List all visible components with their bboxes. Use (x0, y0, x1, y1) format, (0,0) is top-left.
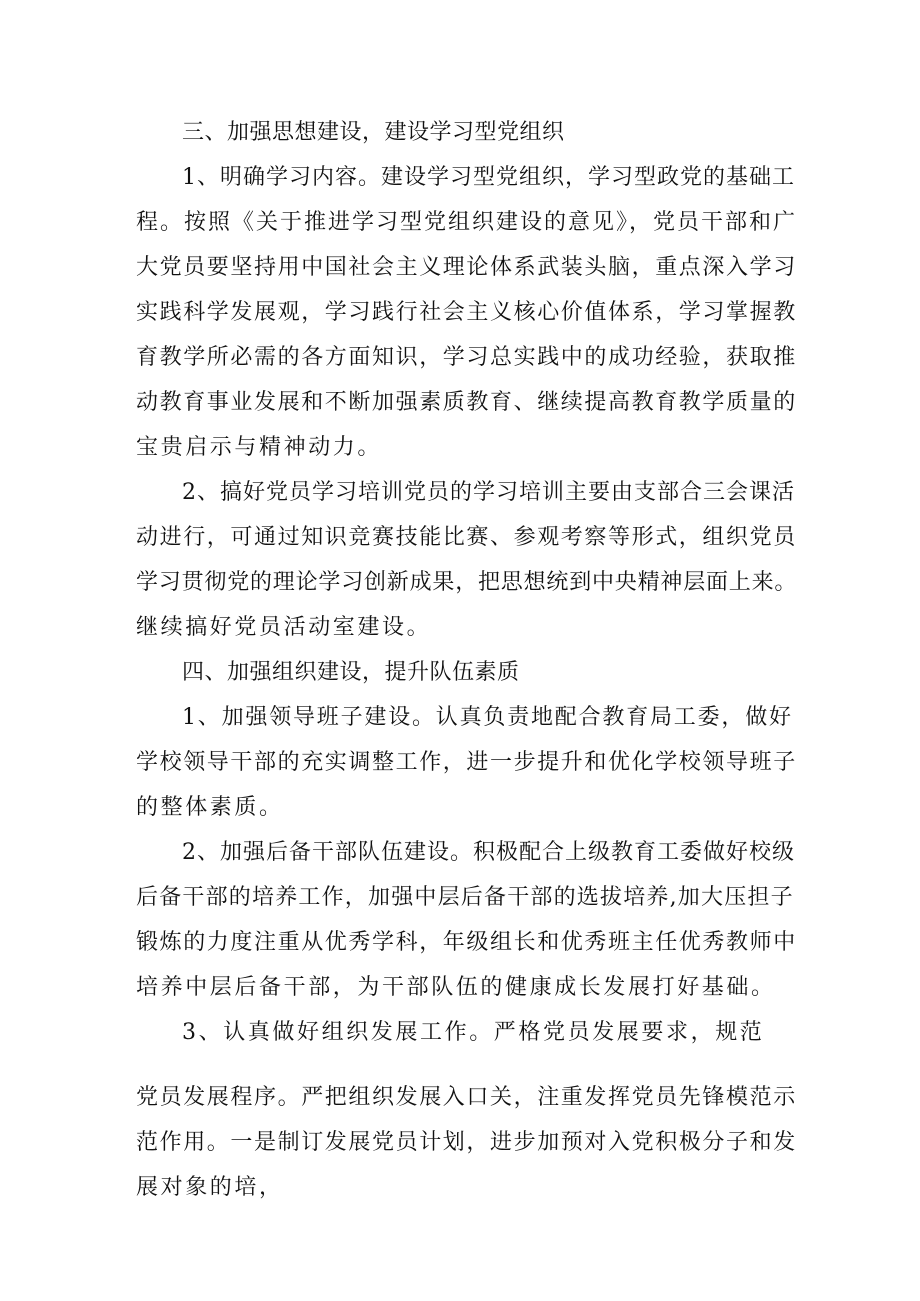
s3-p1-line-2: 程。按照《关于推进学习型党组织建设的意见》，党员干部和广 (136, 210, 798, 235)
s3-p1-line-5: 育教学所必需的各方面知识，学习总实践中的成功经验，获取推 (136, 345, 797, 370)
s4-p3-line-1: 3、认真做好组织发展工作。严格党员发展要求，规范 (182, 1020, 765, 1045)
s3-p2-line-3: 学习贯彻党的理论学习创新成果，把思想统到中央精神层面上来。 (136, 570, 798, 595)
s4-p2-line-1: 2、加强后备干部队伍建设。积极配合上级教育工委做好校级 (182, 840, 795, 865)
s3-p1-line-1: 1、明确学习内容。建设学习型党组织，学习型政党的基础工 (182, 165, 795, 190)
s3-p1-line-7: 宝贵启示与精神动力。 (136, 435, 383, 460)
s4-p2-line-3: 锻炼的力度注重从优秀学科，年级组长和优秀班主任优秀教师中 (136, 930, 797, 955)
s3-p1-line-4: 实践科学发展观，学习践行社会主义核心价值体系，学习掌握教 (136, 300, 797, 325)
section-3-heading: 三、加强思想建设，建设学习型党组织 (182, 120, 565, 145)
s4-p2-line-2: 后备干部的培养工作，加强中层后备干部的选拔培养,加大压担子 (136, 885, 794, 910)
section-4-heading: 四、加强组织建设，提升队伍素质 (182, 660, 520, 685)
s4-p4-line-2: 范作用。一是制订发展党员计划，进步加预对入党积极分子和发 (136, 1130, 797, 1155)
s3-p2-line-2: 动进行，可通过知识竞赛技能比赛、参观考察等形式，组织党员 (136, 525, 797, 550)
s3-p1-line-3: 大党员要坚持用中国社会主义理论体系武装头脑，重点深入学习 (136, 255, 797, 280)
s3-p2-line-1: 2、搞好党员学习培训党员的学习培训主要由支部合三会课活 (182, 480, 795, 505)
s4-p4-line-1: 党员发展程序。严把组织发展入口关，注重发挥党员先锋模范示 (136, 1085, 797, 1110)
s4-p2-line-4: 培养中层后备干部，为干部队伍的健康成长发展打好基础。 (136, 975, 776, 1000)
s4-p4-line-3: 展对象的培， (136, 1175, 284, 1200)
s3-p1-line-6: 动教育事业发展和不断加强素质教育、继续提高教育教学质量的 (136, 390, 797, 415)
s3-p2-line-4: 继续搞好党员活动室建设。 (136, 615, 432, 640)
s4-p1-line-2: 学校领导干部的充实调整工作，进一步提升和优化学校领导班子 (136, 750, 797, 775)
s4-p1-line-3: 的整体素质。 (136, 795, 284, 820)
s4-p1-line-1: 1、加强领导班子建设。认真负责地配合教育局工委，做好 (182, 705, 793, 730)
